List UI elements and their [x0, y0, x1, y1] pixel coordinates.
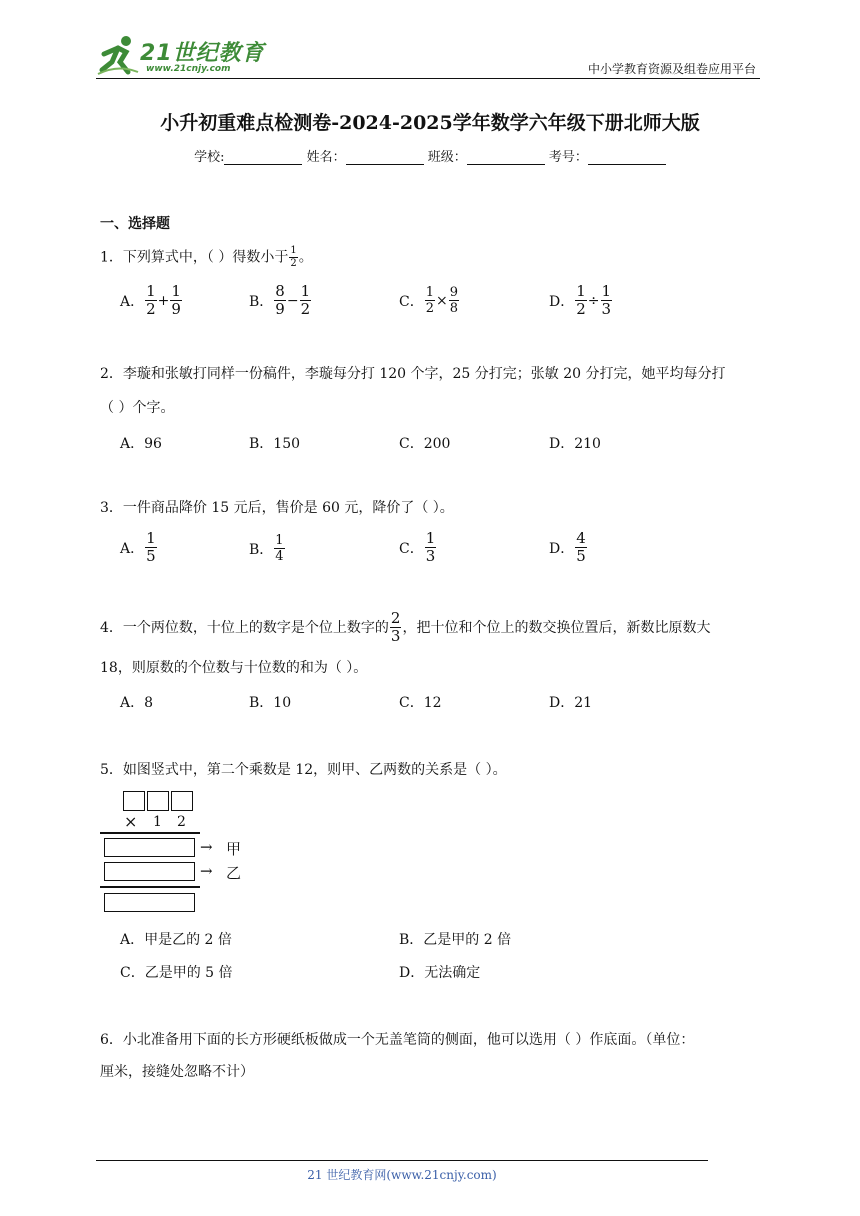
school-label: 学校:	[194, 150, 225, 165]
arrow-icon: →	[200, 862, 213, 880]
q2-option-b[interactable]: B．150	[249, 436, 301, 452]
q6-stem-line2: 厘米，接缝处忽略不计）	[100, 1064, 254, 1080]
runner-logo-icon	[96, 34, 140, 76]
q2-option-a[interactable]: A．96	[120, 436, 162, 452]
name-field[interactable]	[346, 150, 424, 165]
q5-stem: 5．如图竖式中，第二个乘数是 12，则甲、乙两数的关系是（ ）。	[100, 762, 507, 778]
header-rule	[96, 78, 760, 79]
jia-label: 甲	[226, 840, 242, 858]
name-label: 姓名：	[306, 150, 346, 165]
q6-stem-line1: 6．小北准备用下面的长方形硬纸板做成一个无盖笔筒的侧面，他可以选用（ ）作底面。（单位：	[100, 1032, 695, 1048]
q5-option-c[interactable]: C．乙是甲的 5 倍	[120, 965, 233, 981]
q1-option-a[interactable]: A． $\frac{1}{2}$ + $\frac{1}{9}$	[120, 282, 181, 318]
partial-product-box	[104, 838, 195, 857]
digit-box	[147, 791, 169, 811]
logo-url: www.21cnjy.com	[146, 64, 231, 74]
number-field[interactable]	[588, 150, 666, 165]
rule-line	[100, 886, 200, 888]
class-label: 班级：	[427, 150, 467, 165]
yi-label: 乙	[226, 864, 242, 882]
platform-name: 中小学教育资源及组卷应用平台	[587, 62, 756, 76]
q5-option-d[interactable]: D．无法确定	[399, 965, 481, 981]
q3-option-a[interactable]: A． $\frac{1}{5}$	[120, 529, 156, 565]
product-box	[104, 893, 195, 912]
q1-stem-text: 1．下列算式中，（ ）得数小于	[100, 249, 289, 266]
footer-rule	[96, 1160, 708, 1161]
multiplier-digit: 1	[153, 814, 162, 830]
class-field[interactable]	[467, 150, 545, 165]
fraction: $\frac{1}{2}$	[290, 245, 297, 269]
logo	[96, 34, 266, 78]
q5-option-a[interactable]: A．甲是乙的 2 倍	[120, 932, 232, 948]
q4-option-c[interactable]: C．12	[399, 695, 442, 711]
q2-stem-line1: 2．李璇和张敏打同样一份稿件，李璇每分打 120 个字，25 分打完；张敏 20 分打完，她平均每分打	[100, 366, 726, 382]
page-title: 小升初重难点检测卷-2024-2025学年数学六年级下册北师大版	[160, 112, 700, 134]
multiplier-digit: 2	[177, 814, 186, 830]
q2-stem-line2: （ ）个字。	[100, 400, 175, 416]
q4-option-d[interactable]: D．21	[549, 695, 593, 711]
q4-stem-line1: 4．一个两位数，十位上的数字是个位上数字的 $\frac{2}{3}$ ，把十位和个位上的数交换位置后，新数比原数大	[100, 609, 711, 645]
school-field[interactable]	[224, 150, 302, 165]
q3-stem: 3．一件商品降价 15 元后，售价是 60 元，降价了（ ）。	[100, 500, 454, 516]
q1-option-d[interactable]: D． $\frac{1}{2}$ ÷ $\frac{1}{3}$	[549, 282, 612, 318]
q1-option-c[interactable]: C． $\frac{1}{2}$ × $\frac{9}{8}$	[399, 285, 459, 316]
q1-stem: 1．下列算式中，（ ）得数小于 $\frac{1}{2}$ 。	[100, 245, 313, 269]
times-sign: ×	[124, 812, 138, 831]
q1-option-b[interactable]: B． $\frac{8}{9}$ − $\frac{1}{2}$	[249, 282, 311, 318]
rule-line	[100, 832, 200, 834]
digit-box	[171, 791, 193, 811]
q3-option-d[interactable]: D． $\frac{4}{5}$	[549, 529, 586, 565]
q4-option-a[interactable]: A．8	[120, 695, 154, 711]
logo-text: 21世纪教育	[140, 41, 265, 66]
section-heading: 一、选择题	[100, 216, 170, 232]
partial-product-box	[104, 862, 195, 881]
arrow-icon: →	[200, 838, 213, 856]
q4-stem-line2: 18，则原数的个位数与十位数的和为（ ）。	[100, 660, 368, 676]
digit-box	[123, 791, 145, 811]
student-info	[0, 146, 860, 165]
q2-option-d[interactable]: D．210	[549, 436, 601, 452]
q3-option-b[interactable]: B． $\frac{1}{4}$	[249, 533, 284, 564]
q4-option-b[interactable]: B．10	[249, 695, 292, 711]
q3-option-c[interactable]: C． $\frac{1}{3}$	[399, 529, 436, 565]
q2-option-c[interactable]: C．200	[399, 436, 451, 452]
number-label: 考号：	[548, 150, 588, 165]
footer-text: 21 世纪教育网(www.21cnjy.com)	[307, 1168, 497, 1182]
multiplication-figure	[96, 788, 256, 916]
q5-option-b[interactable]: B．乙是甲的 2 倍	[399, 932, 512, 948]
